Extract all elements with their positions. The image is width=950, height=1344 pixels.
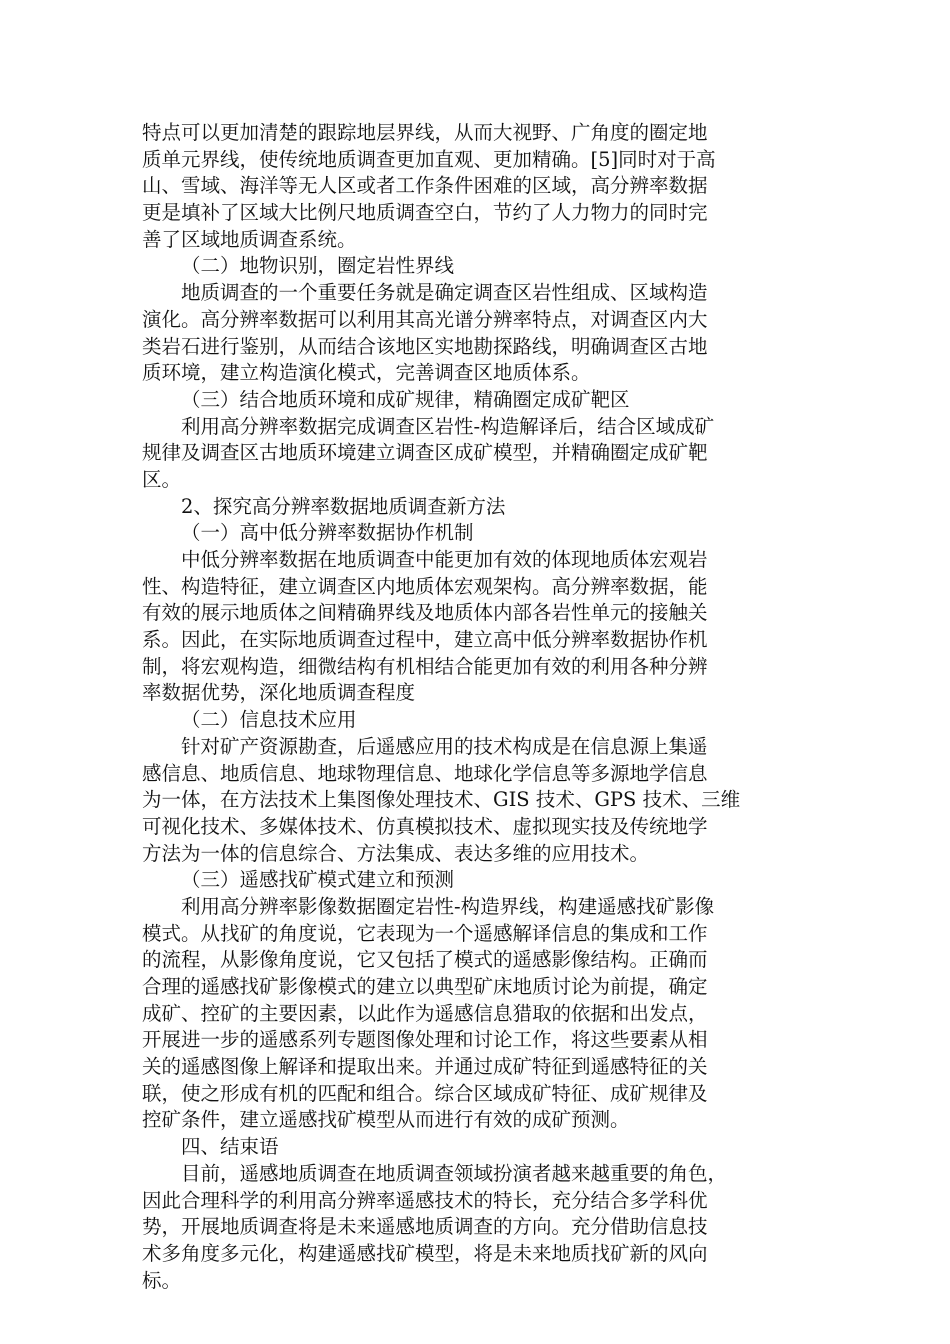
text-line-p6-l3: 的流程，从影像角度说，它又包括了模式的遥感影像结构。正确而 — [142, 948, 708, 972]
text-line-p1-l5: 善了区域地质调查系统。 — [142, 227, 357, 251]
text-line-p4-l4: 系。因此，在实际地质调查过程中，建立高中低分辨率数据协作机 — [142, 628, 708, 652]
text-line-p4-l3: 有效的展示地质体之间精确界线及地质体内部各岩性单元的接触关 — [142, 601, 708, 625]
text-line-p6-l5: 成矿、控矿的主要因素，以此作为遥感信息猎取的依据和出发点， — [142, 1001, 708, 1025]
text-line-h5-l1: （二）信息技术应用 — [181, 708, 357, 732]
text-line-p4-l1: 中低分辨率数据在地质调查中能更加有效的体现地质体宏观岩 — [181, 548, 708, 571]
text-line-p2-l1: 地质调查的一个重要任务就是确定调查区岩性组成、区域构造 — [181, 281, 708, 305]
text-line-s2-l1: 2、探究高分辨率数据地质调查新方法 — [181, 494, 506, 518]
text-line-p3-l3: 区。 — [142, 467, 182, 491]
text-line-p5-l5: 方法为一体的信息综合、方法集成、表达多维的应用技术。 — [142, 841, 650, 865]
text-line-p6-l8: 联，使之形成有机的匹配和组合。综合区域成矿特征、成矿规律及 — [142, 1081, 708, 1105]
text-line-p2-l4: 质环境，建立构造演化模式，完善调查区地质体系。 — [142, 361, 591, 385]
text-line-p6-l1: 利用高分辨率影像数据圈定岩性-构造界线，构建遥感找矿影像 — [181, 894, 715, 918]
text-line-p2-l2: 演化。高分辨率数据可以利用其高光谱分辨率特点，对调查区内大 — [142, 307, 708, 331]
text-line-p6-l9: 控矿条件，建立遥感找矿模型从而进行有效的成矿预测。 — [142, 1108, 630, 1132]
text-line-p7-l3: 势，开展地质调查将是未来遥感地质调查的方向。充分借助信息技 — [142, 1215, 708, 1239]
text-line-p7-l2: 因此合理科学的利用高分辨率遥感技术的特长，充分结合多学科优 — [142, 1188, 708, 1212]
text-line-p2-l3: 类岩石进行鉴别，从而结合该地区实地勘探路线，明确调查区古地 — [142, 334, 708, 358]
text-line-s4-l1: 四、结束语 — [181, 1135, 279, 1159]
text-line-p1-l3: 山、雪域、海洋等无人区或者工作条件困难的区域，高分辨率数据 — [142, 174, 708, 198]
text-line-h6-l1: （三）遥感找矿模式建立和预测 — [181, 868, 455, 892]
text-line-p5-l4: 可视化技术、多媒体技术、仿真模拟技术、虚拟现实技及传统地学 — [142, 814, 708, 838]
text-line-p4-l2: 性、构造特征，建立调查区内地质体宏观架构。高分辨率数据，能 — [142, 574, 708, 598]
text-line-p4-l5: 制，将宏观构造，细微结构有机相结合能更加有效的利用各种分辨 — [142, 654, 708, 678]
text-line-p1-l2: 质单元界线，使传统地质调查更加直观、更加精确。[5]同时对于高 — [142, 147, 716, 171]
text-line-h3-l1: （三）结合地质环境和成矿规律，精确圈定成矿靶区 — [181, 387, 630, 411]
text-line-p3-l2: 规律及调查区古地质环境建立调查区成矿模型，并精确圈定成矿靶 — [142, 441, 708, 465]
text-line-h4-l1: （一）高中低分辨率数据协作机制 — [181, 521, 474, 545]
text-line-p6-l7: 关的遥感图像上解译和提取出来。并通过成矿特征到遥感特征的关 — [142, 1055, 708, 1079]
text-line-p6-l2: 模式。从找矿的角度说，它表现为一个遥感解译信息的集成和工作 — [142, 921, 708, 945]
text-line-h2-l1: （二）地物识别，圈定岩性界线 — [181, 254, 455, 278]
text-line-p1-l4: 更是填补了区域大比例尺地质调查空白，节约了人力物力的同时完 — [142, 201, 708, 225]
text-line-p5-l1: 针对矿产资源勘查，后遥感应用的技术构成是在信息源上集遥 — [181, 734, 708, 758]
text-line-p5-l3: 为一体，在方法技术上集图像处理技术、GIS 技术、GPS 技术、三维 — [142, 788, 741, 812]
text-line-p6-l6: 开展进一步的遥感系列专题图像处理和讨论工作，将这些要素从相 — [142, 1028, 708, 1052]
text-line-p1-l1: 特点可以更加清楚的跟踪地层界线，从而大视野、广角度的圈定地 — [142, 121, 708, 144]
text-line-p7-l5: 标。 — [142, 1268, 182, 1292]
document-body — [142, 120, 810, 1294]
text-line-p4-l6: 率数据优势，深化地质调查程度 — [142, 681, 416, 705]
text-line-p6-l4: 合理的遥感找矿影像模式的建立以典型矿床地质讨论为前提，确定 — [142, 975, 708, 998]
text-line-p7-l1: 目前，遥感地质调查在地质调查领域扮演者越来越重要的角色， — [181, 1161, 728, 1185]
text-line-p5-l2: 感信息、地质信息、地球物理信息、地球化学信息等多源地学信息 — [142, 761, 708, 785]
text-line-p7-l4: 术多角度多元化，构建遥感找矿模型，将是未来地质找矿新的风向 — [142, 1241, 708, 1265]
text-line-p3-l1: 利用高分辨率数据完成调查区岩性-构造解译后，结合区域成矿 — [181, 414, 715, 438]
